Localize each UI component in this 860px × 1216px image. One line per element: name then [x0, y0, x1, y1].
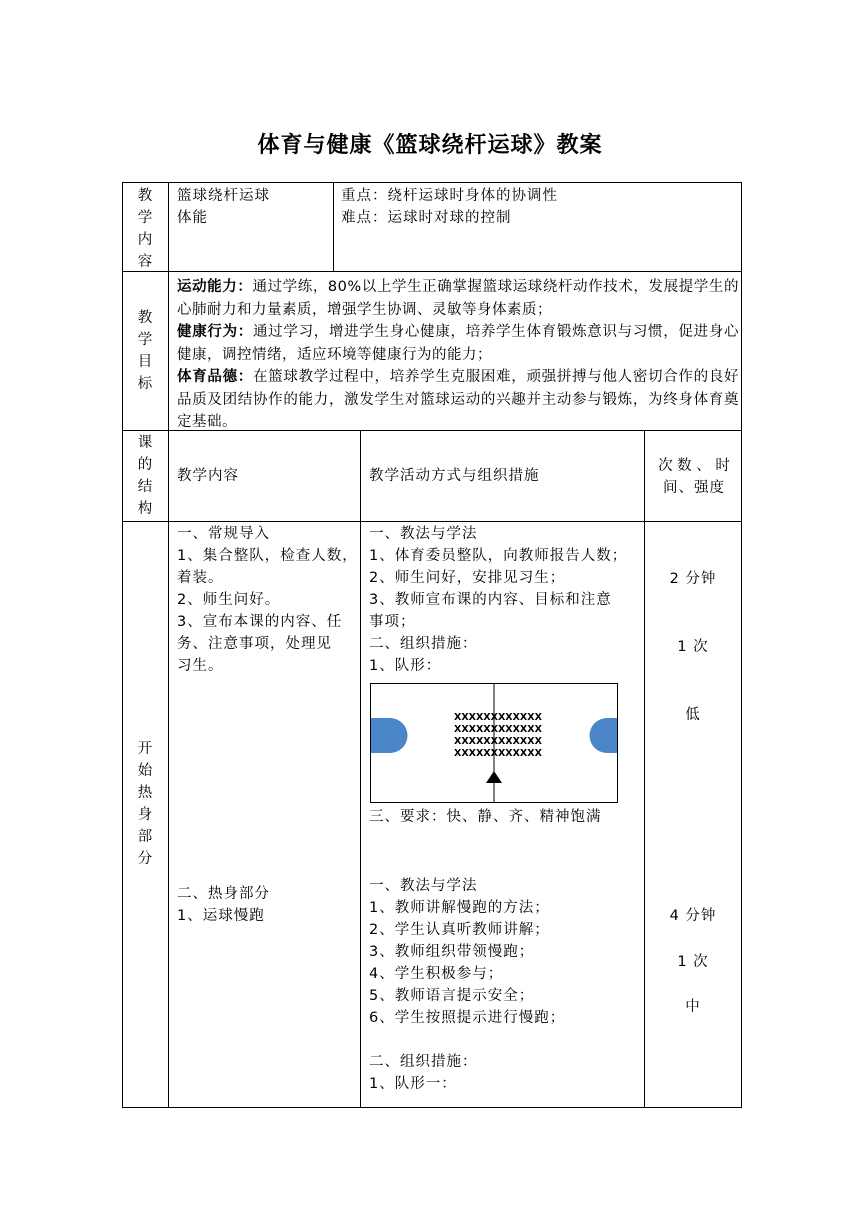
intensity-warmup: 中: [685, 999, 701, 1015]
content-cell: [177, 185, 270, 229]
row-label-teaching-goals: 教学目标: [137, 310, 153, 392]
time-routine: 2 分钟: [669, 571, 717, 587]
formation-requirement: 三、要求：快、静、齐、精神饱满: [369, 809, 602, 825]
difficulty-line: 难点：运球时对球的控制: [341, 210, 512, 226]
formation-row: XXXXXXXXXXXX: [454, 748, 542, 759]
key-point-line: 重点：绕杆运球时身体的协调性: [341, 188, 558, 204]
time-warmup: 4 分钟: [669, 908, 717, 924]
row-label-warmup-section: 开始热身部分: [137, 741, 153, 867]
content-line: 体能: [177, 210, 208, 226]
formation-row: XXXXXXXXXXXX: [454, 736, 542, 747]
intensity-routine: 低: [685, 707, 701, 723]
count-warmup: 1 次: [677, 954, 709, 970]
key-points-cell: [341, 185, 558, 229]
goals-cell: [177, 276, 739, 434]
count-routine: 1 次: [677, 639, 709, 655]
content-line: 篮球绕杆运球: [177, 188, 270, 204]
goal-sports-morality: 体育品德：在篮球教学过程中，培养学生克服困难，顽强拼搏与他人密切合作的良好品质及团结协作的能力，激发学生对篮球运动的兴趣并主动参与锻炼，为终身体育奠定基础。: [177, 369, 740, 430]
content-warmup: 二、热身部分 1、运球慢跑: [177, 886, 270, 924]
activity-routine-intro: 一、教法与学法 1、体育委员整队，向教师报告人数； 2、师生问好，安排见习生； 3、教师宣布课的内容、目标和注意 事项； 二、组织措施： 1、队形：: [369, 526, 628, 674]
goal-health-behavior: 健康行为：通过学习，增进学生身心健康，培养学生体育锻炼意识与习惯，促进身心健康，调控情绪，适应环境等健康行为的能力；: [177, 324, 740, 363]
formation-row: XXXXXXXXXXXX: [454, 724, 542, 735]
header-count-time-intensity: 次 数 、 时 间、强度: [658, 458, 730, 496]
left-key-area: [371, 718, 408, 753]
content-routine-intro: 一、常规导入 1、集合整队，检查人数， 着装。 2、师生问好。 3、宣布本课的内容、任 务、注意事项，处理见 习生。: [177, 526, 358, 674]
court-formation-diagram: [370, 683, 620, 805]
header-activity-organization: 教学活动方式与组织措施: [369, 468, 540, 484]
formation-row: XXXXXXXXXXXX: [454, 712, 542, 723]
goal-motor-ability: 运动能力：通过学练，80%以上学生正确掌握篮球运球绕杆动作技术，发展提学生的心肺耐力和力量素质，增强学生协调、灵敏等身体素质；: [177, 279, 739, 318]
activity-warmup: 一、教法与学法 1、教师讲解慢跑的方法； 2、学生认真听教师讲解； 3、教师组织带领慢跑； 4、学生积极参与； 5、教师语言提示安全； 6、学生按照提示进行慢跑； 二、组织措施： 1、队形一：: [369, 878, 566, 1092]
row-label-teaching-content: 教学内容: [137, 188, 153, 270]
header-teaching-content: 教学内容: [177, 468, 239, 484]
row-label-lesson-structure: 课的结构: [137, 435, 153, 517]
document-title: 体育与健康《篮球绕杆运球》教案: [257, 133, 603, 158]
